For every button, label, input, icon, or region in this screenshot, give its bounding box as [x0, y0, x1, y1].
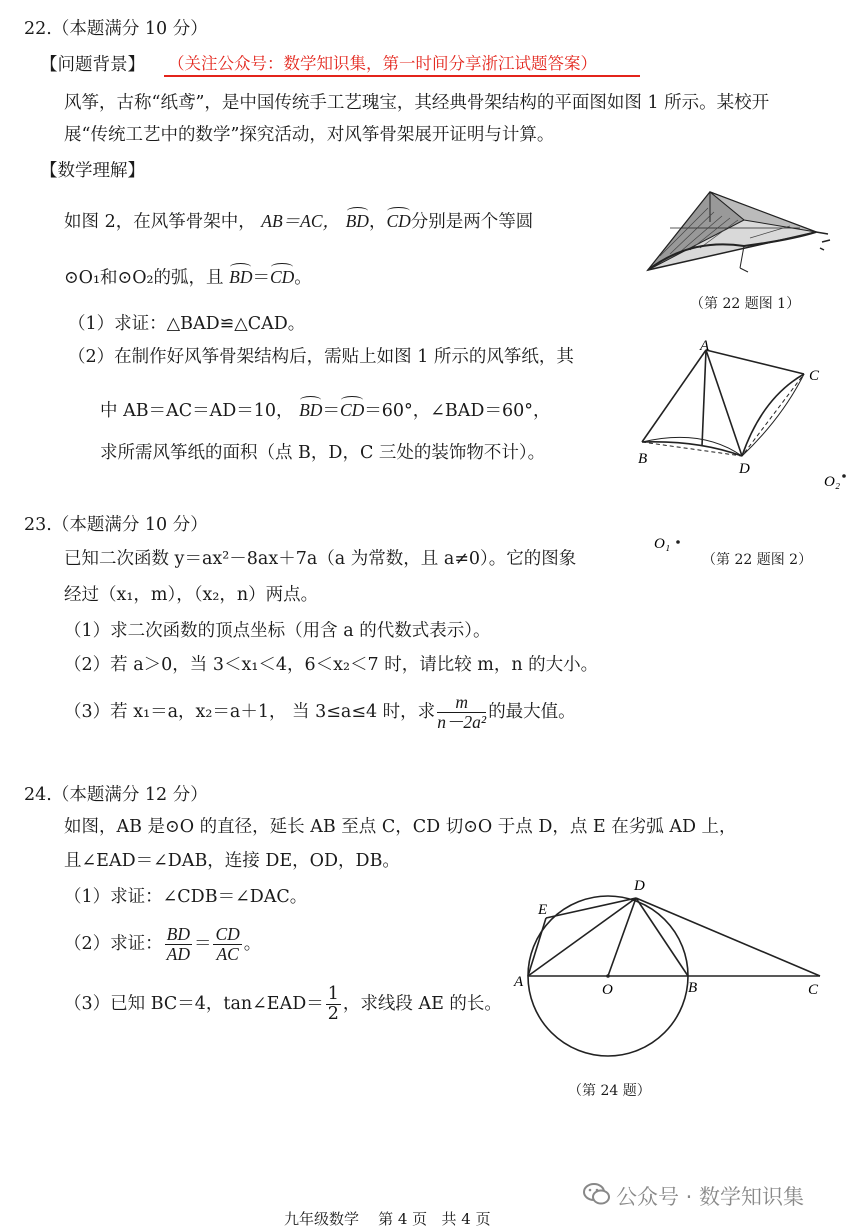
q24-circle-figure	[508, 868, 838, 1068]
fig24-label-c: C	[808, 982, 819, 998]
q22-header	[24, 18, 208, 40]
q24-line2: 且∠EAD＝∠DAB，连接 DE，OD，DB。	[64, 851, 400, 871]
q23-fraction	[437, 693, 486, 732]
arc-bd: BD	[345, 211, 369, 231]
q24-frac2-den: AC	[216, 944, 239, 964]
wechat-icon	[583, 1182, 611, 1206]
fig2-o1-marker	[652, 528, 702, 554]
arc-bd: BD	[229, 267, 253, 287]
fig2-label-o1: O₁	[654, 536, 671, 552]
q24-line1: 如图，AB 是⊙O 的直径，延长 AB 至点 C，CD 切⊙O 于点 D，点 E 在劣弧 AD 上，	[64, 817, 737, 837]
q22-sub2-angle: ＝60°，∠BAD＝60°，	[364, 401, 551, 421]
fig24-label-b: B	[688, 980, 698, 996]
q22-para2-end: 。	[294, 268, 312, 288]
q24-fraction-half	[326, 985, 341, 1024]
q24-number: 24.	[24, 785, 52, 805]
q23-header	[24, 514, 208, 536]
q23-sub3	[64, 688, 576, 736]
q22-bg-line2: 展“传统工艺中的数学”探究活动，对风筝骨架展开证明与计算。	[64, 125, 555, 145]
arc-cd: CD	[339, 400, 365, 420]
q22-para1-ab-ac: AB＝AC，	[261, 211, 341, 231]
fig24-label-o: O	[602, 982, 613, 998]
kite-figure-2	[632, 338, 862, 498]
q24-score: （本题满分 12 分）	[51, 785, 208, 805]
q22-background-tag: 【问题背景】	[40, 55, 145, 75]
q24-sub3-b: ，求线段 AE 的长。	[342, 994, 502, 1014]
q22-score: （本题满分 10 分）	[51, 19, 208, 39]
q23-sub3-a: （3）若 x₁＝a，x₂＝a＋1， 当 3≤a≤4 时，求	[64, 702, 436, 722]
q22-sub2-line2	[100, 399, 550, 422]
q22-fig1-caption: （第 22 题图 1）	[690, 296, 801, 312]
q24-frac2-num: CD	[215, 924, 240, 944]
q23-sub1: （1）求二次函数的顶点坐标（用含 a 的代数式表示）。	[64, 621, 491, 641]
q24-header	[24, 784, 208, 806]
q22-para1-f: 分别是两个等圆	[410, 212, 534, 232]
footer-total-pages: 共 4 页	[441, 1210, 491, 1228]
q22-para2-a: ⊙O₁和⊙O₂的弧，且	[64, 268, 224, 288]
q24-sub2-a: （2）求证：	[64, 934, 163, 954]
q22-number: 22.	[24, 19, 52, 39]
q22-notice: （关注公众号：数学知识集，第一时间分享浙江试题答案）	[168, 54, 597, 73]
q22-para1-a: 如图 2，在风筝骨架中，	[64, 212, 256, 232]
q22-para2	[64, 266, 312, 289]
q22-sub2: （2）在制作好风筝骨架结构后，需贴上如图 1 所示的风筝纸，其	[68, 347, 574, 367]
watermark-text: 公众号 · 数学知识集	[616, 1185, 805, 1209]
q22-notice-underline	[164, 75, 640, 77]
q24-frac1-den: AD	[166, 944, 190, 964]
q22-sub2-line3: 求所需风筝纸的面积（点 B，D，C 三处的装饰物不计）。	[100, 443, 546, 463]
q24-frac3-num: 1	[327, 984, 339, 1004]
fig2-label-b: B	[638, 451, 648, 467]
q22-bg-line1: 风筝，古称“纸鸢”，是中国传统手工艺瑰宝，其经典骨架结构的平面图如图 1 所示。某校开	[64, 93, 770, 113]
fig24-label-e: E	[538, 902, 548, 918]
q23-number: 23.	[24, 515, 52, 535]
q24-sub3	[64, 980, 502, 1028]
page-footer	[284, 1208, 491, 1230]
fig2-label-o2: O₂	[824, 474, 841, 490]
q23-sub2: （2）若 a＞0，当 3＜x₁＜4，6＜x₂＜7 时，请比较 m，n 的大小。	[64, 655, 599, 675]
q23-sub3-b: 的最大值。	[488, 702, 576, 722]
q22-fig2-caption: （第 22 题图 2）	[702, 552, 813, 568]
q22-sub2-given: 中 AB＝AC＝AD＝10，	[100, 401, 294, 421]
q23-line1: 已知二次函数 y＝ax²－8ax＋7a（a 为常数，且 a≠0）。它的图象	[64, 549, 577, 569]
q24-sub2-eq: ＝	[193, 934, 212, 954]
q23-fraction-num: m	[437, 693, 486, 713]
q24-frac3-den: 2	[327, 1004, 339, 1024]
q24-sub1: （1）求证：∠CDB＝∠DAC。	[64, 887, 308, 907]
fig24-label-d: D	[634, 878, 645, 894]
q23-line2: 经过（x₁，m），（x₂，n）两点。	[64, 585, 319, 605]
q22-para2-eq: ＝	[252, 268, 270, 288]
q22-para1	[64, 210, 533, 233]
q22-understanding-tag: 【数学理解】	[40, 161, 145, 181]
q22-para1-comma: ，	[368, 212, 387, 232]
fig2-label-c: C	[809, 368, 820, 384]
q23-fraction-den: n－2a²	[437, 712, 487, 732]
arc-cd: CD	[269, 267, 295, 287]
fig2-label-a: A	[700, 338, 710, 354]
q22-sub1: （1）求证：△BAD≌△CAD。	[68, 314, 306, 334]
q24-fraction-bd-ad	[165, 925, 192, 964]
kite-figure-1	[640, 188, 840, 288]
footer-page-number: 第 4 页	[378, 1210, 428, 1228]
q24-sub3-a: （3）已知 BC＝4，tan∠EAD＝	[64, 994, 324, 1014]
q24-fig-caption: （第 24 题）	[568, 1083, 651, 1099]
arc-bd: BD	[299, 400, 323, 420]
q22-sub2-eq: ＝	[322, 401, 340, 421]
fig24-label-a: A	[514, 974, 524, 990]
q24-sub2	[64, 920, 261, 968]
fig2-label-d: D	[739, 461, 750, 477]
q23-score: （本题满分 10 分）	[51, 515, 208, 535]
footer-subject: 九年级数学	[284, 1210, 360, 1228]
arc-cd: CD	[386, 211, 411, 231]
q24-fraction-cd-ac	[213, 925, 241, 964]
q24-frac1-num: BD	[166, 924, 190, 944]
q24-sub2-end: 。	[243, 934, 262, 954]
